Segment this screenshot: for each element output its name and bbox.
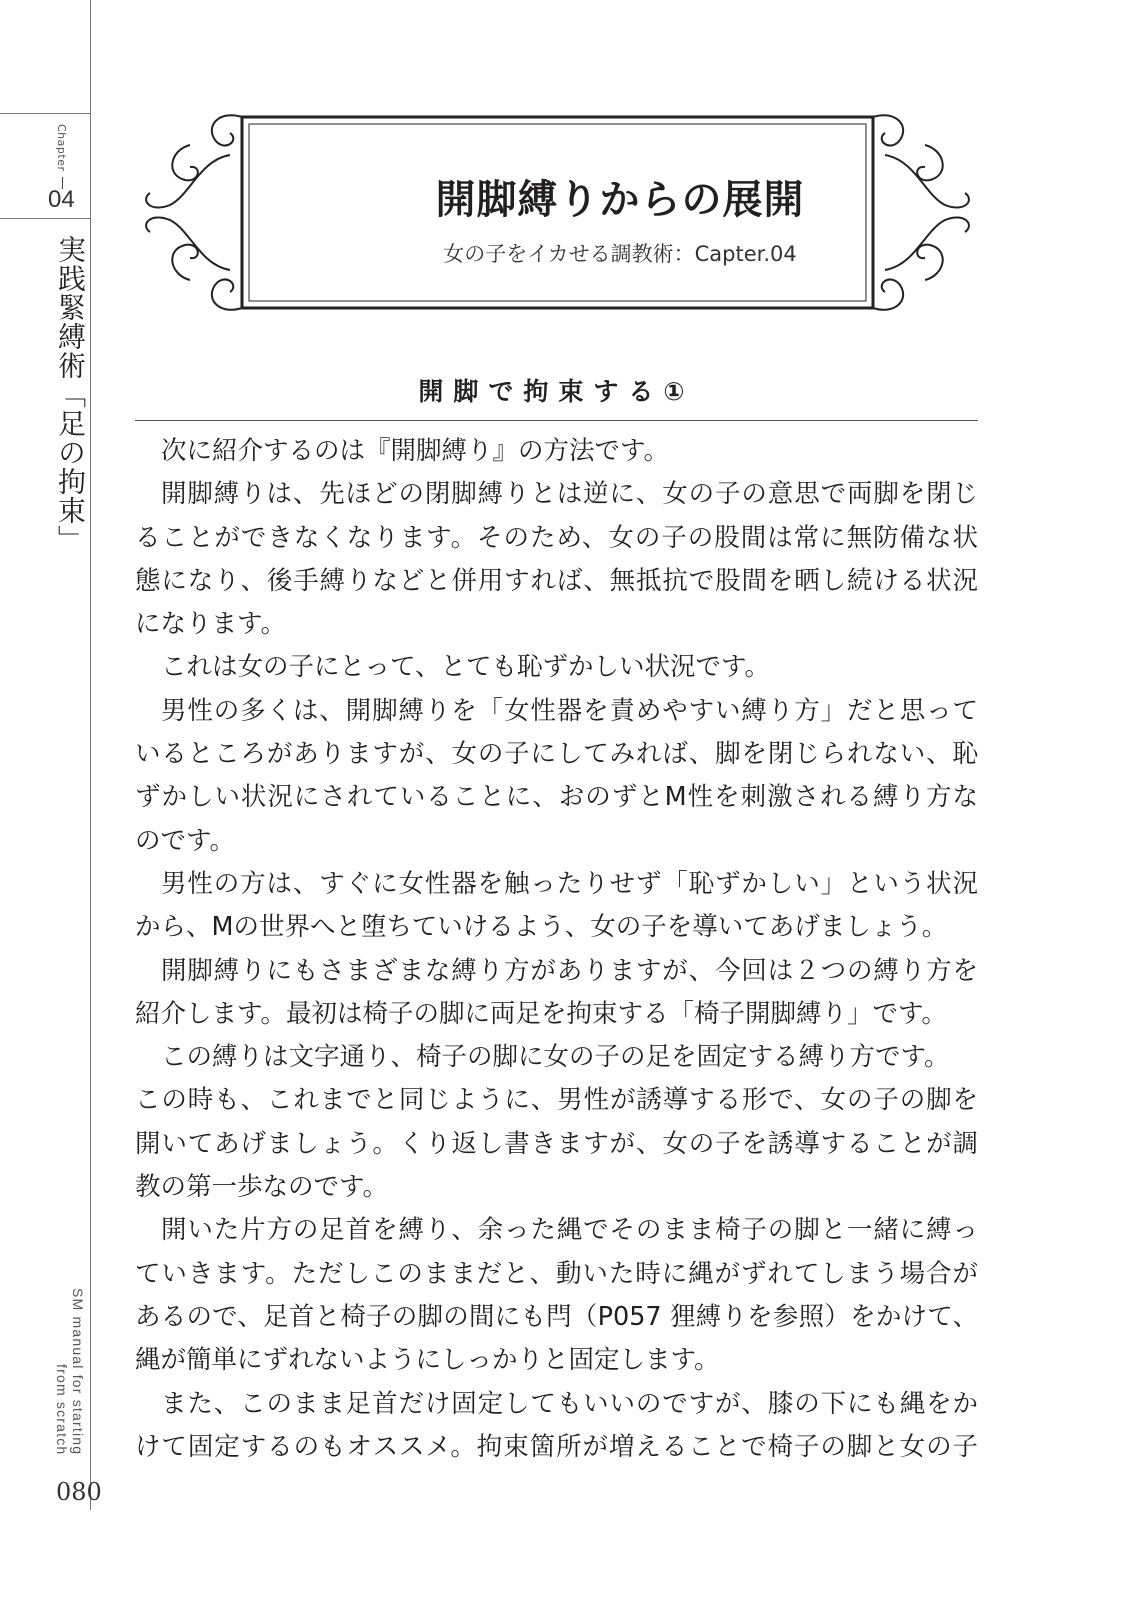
page-title: 開脚縛りからの展開 bbox=[435, 177, 805, 223]
chapter-number: 04 bbox=[48, 186, 75, 213]
body-text bbox=[135, 430, 978, 1469]
sidebar-rule-top bbox=[0, 113, 90, 114]
body-line: になります。 bbox=[135, 609, 286, 640]
body-line: これは女の子にとって、とても恥ずかしい状況です。 bbox=[161, 652, 770, 683]
body-line: 紹介します。最初は椅子の脚に両足を拘束する「椅子開脚縛り」です。 bbox=[135, 998, 947, 1029]
page-subtitle: 女の子をイカせる調教術：Capter.04 bbox=[443, 242, 797, 266]
body-line: 男性の方は、すぐに女性器を触ったりせず「恥ずかしい」という状況 bbox=[161, 868, 978, 899]
body-line: 教の第一歩なのです。 bbox=[135, 1172, 388, 1203]
body-line: ずかしい状況にされていることに、おのずとM性を刺激される縛り方な bbox=[135, 782, 978, 813]
body-line: 縄が簡単にずれないようにしっかりと固定します。 bbox=[135, 1345, 720, 1376]
body-line: 次に紹介するのは『開脚縛り』の方法です。 bbox=[161, 436, 669, 466]
body-line: あるので、足首と椅子の脚の間にも閂（P057 狸縛りを参照）をかけて、 bbox=[135, 1301, 978, 1332]
section-rule bbox=[135, 420, 978, 421]
body-line: また、このまま足首だけ固定してもいいのですが、膝の下にも縄をか bbox=[161, 1388, 978, 1419]
page-number: 080 bbox=[56, 1478, 102, 1506]
body-line: ていきます。ただしこのままだと、動いた時に縄がずれてしまう場合が bbox=[135, 1258, 978, 1289]
body-line: 開いてあげましょう。くり返し書きますが、女の子を誘導することが調 bbox=[135, 1128, 978, 1159]
body-line: 開脚縛りは、先ほどの閉脚縛りとは逆に、女の子の意思で両脚を閉じ bbox=[161, 479, 978, 510]
body-line: けて固定するのもオススメ。拘束箇所が増えることで椅子の脚と女の子 bbox=[135, 1431, 978, 1462]
body-line: から、Mの世界へと堕ちていけるよう、女の子を導いてあげましょう。 bbox=[135, 912, 948, 943]
body-line: いるところがありますが、女の子にしてみれば、脚を閉じられない、恥 bbox=[135, 739, 978, 770]
chapter-title: 実践緊縛術「足の拘束」 bbox=[54, 235, 87, 554]
body-line: 開脚縛りにもさまざまな縛り方がありますが、今回は２つの縛り方を bbox=[161, 955, 978, 986]
body-line: 男性の多くは、開脚縛りを「女性器を責めやすい縛り方」だと思って bbox=[161, 695, 978, 726]
body-line: この縛りは文字通り、椅子の脚に女の子の足を固定する縛り方です。 bbox=[161, 1042, 950, 1073]
body-line: この時も、これまでと同じように、男性が誘導する形で、女の子の脚を bbox=[135, 1085, 978, 1116]
section-heading: 開脚で拘束する① bbox=[418, 377, 695, 406]
body-line: 開いた片方の足首を縛り、余った縄でそのまま椅子の脚と一緒に縛っ bbox=[161, 1215, 978, 1246]
chapter-label: Chapter bbox=[55, 124, 68, 172]
book-title-en: SM manual for starting from scratch bbox=[54, 1287, 86, 1455]
body-line: 態になり、後手縛りなどと併用すれば、無抵抗で股間を晒し続ける状況 bbox=[135, 565, 978, 596]
body-line: ることができなくなります。そのため、女の子の股間は常に無防備な状 bbox=[135, 522, 978, 553]
body-line: のです。 bbox=[135, 825, 235, 856]
margin-divider bbox=[90, 0, 91, 1510]
